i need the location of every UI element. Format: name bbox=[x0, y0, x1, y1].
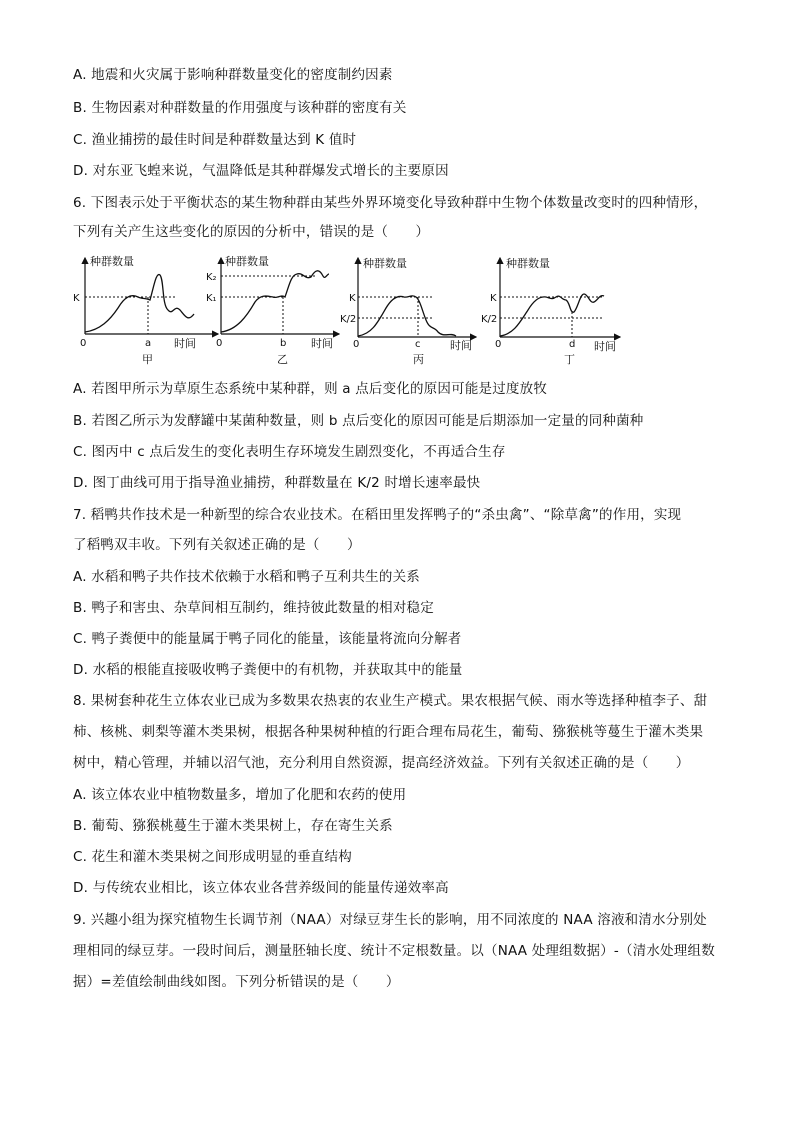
figure-caption: 丙 bbox=[413, 353, 424, 366]
figure-ding bbox=[476, 250, 626, 368]
population-curve bbox=[358, 296, 456, 336]
population-curve bbox=[85, 275, 194, 332]
figure-caption: 乙 bbox=[277, 353, 288, 366]
figure-caption: 丁 bbox=[564, 353, 575, 366]
y-axis-label: 种群数量 bbox=[90, 255, 134, 268]
q8-option-b: B. 葡萄、猕猴桃蔓生于灌木类果树上，存在寄生关系 bbox=[73, 818, 393, 834]
point-b-label: b bbox=[280, 338, 287, 349]
point-a-label: a bbox=[145, 338, 152, 349]
q8-option-d: D. 与传统农业相比，该立体农业各营养级间的能量传递效率高 bbox=[73, 880, 449, 896]
origin-label: 0 bbox=[80, 338, 87, 349]
population-curve bbox=[221, 271, 329, 332]
q8-stem-line3: 树中，精心管理，并辅以沼气池，充分利用自然资源，提高经济效益。下列有关叙述正确的是（ ） bbox=[73, 755, 690, 771]
q5-option-b: B. 生物因素对种群数量的作用强度与该种群的密度有关 bbox=[73, 100, 407, 116]
q7-option-c: C. 鸭子粪便中的能量属于鸭子同化的能量，该能量将流向分解者 bbox=[73, 631, 462, 647]
k-half-label: K/2 bbox=[481, 314, 498, 325]
k-label: K bbox=[73, 293, 80, 304]
q5-option-a: A. 地震和火灾属于影响种群数量变化的密度制约因素 bbox=[73, 67, 393, 83]
q7-stem-line2: 了稻鸭双丰收。下列有关叙述正确的是（ ） bbox=[73, 537, 361, 553]
origin-label: 0 bbox=[216, 338, 223, 349]
k1-label: K₁ bbox=[206, 293, 217, 304]
q6-option-b: B. 若图乙所示为发酵罐中某菌种数量，则 b 点后变化的原因可能是后期添加一定量的同种菌种 bbox=[73, 413, 644, 429]
origin-label: 0 bbox=[495, 339, 502, 350]
q6-option-c: C. 图丙中 c 点后发生的变化表明生存环境发生剧烈变化，不再适合生存 bbox=[73, 444, 506, 460]
q7-option-d: D. 水稻的根能直接吸收鸭子粪便中的有机物，并获取其中的能量 bbox=[73, 662, 463, 678]
figure-yi bbox=[205, 250, 355, 368]
q6-stem-line1: 6. 下图表示处于平衡状态的某生物种群由某些外界环境变化导致种群中生物个体数量改变时的四种情形， bbox=[73, 195, 708, 211]
point-d-label: d bbox=[569, 339, 576, 350]
k-label: K bbox=[349, 293, 356, 304]
q9-stem-line1: 9. 兴趣小组为探究植物生长调节剂（NAA）对绿豆芽生长的影响，用不同浓度的 NAA 溶液和清水分别处 bbox=[73, 912, 707, 928]
y-axis-label: 种群数量 bbox=[363, 257, 407, 270]
origin-label: 0 bbox=[353, 339, 360, 350]
figure-bing bbox=[338, 250, 488, 368]
point-c-label: c bbox=[415, 339, 421, 350]
q8-option-c: C. 花生和灌木类果树之间形成明显的垂直结构 bbox=[73, 849, 352, 865]
q6-option-a: A. 若图甲所示为草原生态系统中某种群，则 a 点后变化的原因可能是过度放牧 bbox=[73, 381, 548, 397]
q9-stem-line3: 据）=差值绘制曲线如图。下列分析错误的是（ ） bbox=[73, 974, 400, 990]
q7-stem-line1: 7. 稻鸭共作技术是一种新型的综合农业技术。在稻田里发挥鸭子的“杀虫禽”、“除草禽”的作用，实现 bbox=[73, 507, 682, 523]
q6-stem-line2: 下列有关产生这些变化的原因的分析中，错误的是（ ） bbox=[73, 224, 430, 240]
q5-option-c: C. 渔业捕捞的最佳时间是种群数量达到 K 值时 bbox=[73, 132, 357, 148]
x-axis-label: 时间 bbox=[174, 337, 196, 350]
population-curve bbox=[500, 294, 604, 336]
q9-stem-line2: 理相同的绿豆芽。一段时间后，测量胚轴长度、统计不定根数量。以（NAA 处理组数据）-（清水处理组数 bbox=[73, 943, 715, 959]
figure-caption: 甲 bbox=[142, 353, 153, 366]
x-axis-label: 时间 bbox=[311, 337, 333, 350]
q8-option-a: A. 该立体农业中植物数量多，增加了化肥和农药的使用 bbox=[73, 787, 407, 803]
figure-jia bbox=[70, 250, 223, 368]
k-half-label: K/2 bbox=[340, 314, 357, 325]
k-label: K bbox=[490, 293, 497, 304]
q7-option-a: A. 水稻和鸭子共作技术依赖于水稻和鸭子互利共生的关系 bbox=[73, 569, 420, 585]
q8-stem-line2: 柿、核桃、刺梨等灌木类果树，根据各种果树种植的行距合理布局花生，葡萄、猕猴桃等蔓生于灌木类果 bbox=[73, 724, 704, 740]
q5-option-d: D. 对东亚飞蝗来说，气温降低是其种群爆发式增长的主要原因 bbox=[73, 163, 449, 179]
q7-option-b: B. 鸭子和害虫、杂草间相互制约，维持彼此数量的相对稳定 bbox=[73, 600, 434, 616]
k2-label: K₂ bbox=[206, 272, 217, 283]
q8-stem-line1: 8. 果树套种花生立体农业已成为多数果农热衷的农业生产模式。果农根据气候、雨水等选择种植李子、甜 bbox=[73, 693, 708, 709]
x-axis-label: 时间 bbox=[594, 340, 616, 353]
q6-option-d: D. 图丁曲线可用于指导渔业捕捞，种群数量在 K/2 时增长速率最快 bbox=[73, 475, 481, 491]
y-axis-label: 种群数量 bbox=[225, 255, 269, 268]
y-axis-label: 种群数量 bbox=[506, 257, 550, 270]
x-axis-label: 时间 bbox=[450, 339, 472, 352]
